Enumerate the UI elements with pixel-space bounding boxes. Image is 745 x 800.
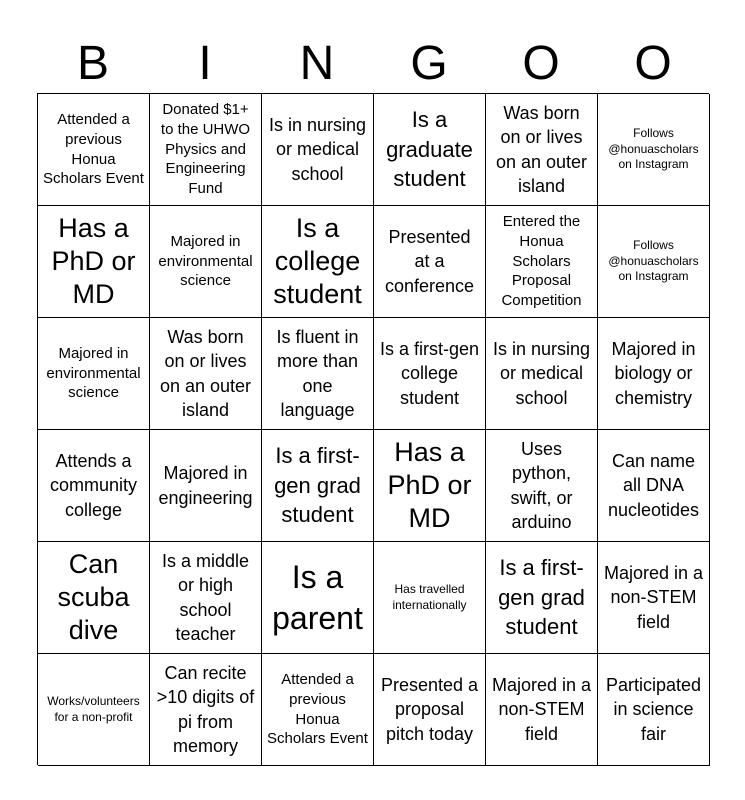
cell-text: Has travelled internationally [392, 581, 467, 612]
cell-text: Can scuba dive [57, 549, 130, 645]
cell-text: Majored in a non-STEM field [491, 675, 592, 744]
bingo-cell[interactable] [598, 94, 710, 206]
cell-text: Has a PhD or MD [387, 437, 472, 533]
bingo-cell[interactable] [150, 206, 262, 318]
bingo-cell[interactable] [486, 206, 598, 318]
bingo-cell[interactable] [486, 94, 598, 206]
bingo-cell[interactable] [150, 654, 262, 766]
cell-text: Participated in science fair [605, 675, 702, 744]
cell-text: Presented at a conference [384, 227, 475, 296]
cell-text: Is a middle or high school teacher [161, 550, 250, 644]
bingo-cell[interactable] [374, 430, 486, 542]
bingo-cell[interactable] [486, 318, 598, 430]
cell-text: Attends a community college [49, 451, 138, 520]
bingo-cell[interactable] [150, 94, 262, 206]
cell-text: Can recite >10 digits of pi from memory [156, 662, 255, 756]
cell-text: Majored in environmental science [158, 232, 253, 290]
header-letter-g: G [410, 37, 448, 90]
bingo-cell[interactable] [262, 206, 374, 318]
cell-text: Is a graduate student [386, 106, 473, 192]
cell-text: Majored in engineering [158, 463, 253, 508]
header-letter-o-2: O [634, 37, 672, 90]
bingo-cell[interactable] [150, 542, 262, 654]
bingo-cell[interactable] [374, 654, 486, 766]
bingo-cell[interactable] [486, 542, 598, 654]
bingo-cell[interactable] [262, 94, 374, 206]
cell-text: Is a first-gen grad student [498, 554, 585, 640]
cell-text: Is a parent [272, 558, 363, 636]
bingo-cell[interactable] [374, 318, 486, 430]
bingo-cell[interactable] [486, 654, 598, 766]
bingo-cell[interactable] [262, 318, 374, 430]
header-letter-o: O [522, 37, 560, 90]
bingo-cell[interactable] [38, 654, 150, 766]
header-letter-n: N [299, 37, 335, 90]
bingo-cell[interactable] [38, 542, 150, 654]
cell-text: Is a first-gen grad student [274, 442, 361, 528]
cell-text: Is in nursing or medical school [268, 115, 367, 184]
cell-text: Donated $1+ to the UHWO Physics and Engineering Fund [160, 101, 251, 198]
bingo-cell[interactable] [262, 430, 374, 542]
cell-text: Works/volunteers for a non-profit [47, 693, 140, 724]
bingo-cell[interactable] [374, 206, 486, 318]
cell-text: Majored in environmental science [46, 344, 141, 402]
header-letter-b: B [76, 37, 109, 90]
bingo-cell[interactable] [598, 206, 710, 318]
bingo-cell[interactable] [150, 318, 262, 430]
cell-text: Is fluent in more than one language [276, 326, 359, 420]
bingo-cell[interactable] [38, 206, 150, 318]
bingo-cell[interactable] [38, 94, 150, 206]
cell-text: Attended a previous Honua Scholars Event [267, 670, 368, 748]
bingo-cell[interactable] [38, 318, 150, 430]
bingo-board [37, 93, 709, 765]
bingo-cell[interactable] [598, 654, 710, 766]
cell-text: Was born on or lives on an outer island [159, 326, 252, 420]
cell-text: Is a first-gen college student [379, 339, 480, 408]
bingo-cell[interactable] [374, 542, 486, 654]
bingo-cell[interactable] [262, 542, 374, 654]
bingo-cell[interactable] [38, 430, 150, 542]
cell-text: Can name all DNA nucleotides [607, 451, 700, 520]
bingo-cell[interactable] [598, 542, 710, 654]
bingo-cell[interactable] [598, 318, 710, 430]
bingo-cell[interactable] [486, 430, 598, 542]
bingo-cell[interactable] [150, 430, 262, 542]
cell-text: Is in nursing or medical school [492, 339, 591, 408]
cell-text: Attended a previous Honua Scholars Event [43, 110, 144, 188]
cell-text: Was born on or lives on an outer island [495, 102, 588, 196]
cell-text: Uses python, swift, or arduino [510, 438, 573, 532]
cell-text: Majored in biology or chemistry [611, 339, 696, 408]
bingo-cell[interactable] [374, 94, 486, 206]
cell-text: Follows @honuascholars on Instagram [608, 126, 699, 172]
bingo-cell[interactable] [598, 430, 710, 542]
cell-text: Presented a proposal pitch today [380, 675, 479, 744]
cell-text: Is a college student [273, 213, 362, 309]
bingo-cell[interactable] [262, 654, 374, 766]
header-letter-i: I [198, 37, 212, 90]
cell-text: Entered the Honua Scholars Proposal Competition [501, 213, 582, 310]
cell-text: Follows @honuascholars on Instagram [608, 238, 699, 284]
cell-text: Has a PhD or MD [51, 213, 136, 309]
cell-text: Majored in a non-STEM field [603, 563, 704, 632]
bingo-header [37, 36, 709, 92]
